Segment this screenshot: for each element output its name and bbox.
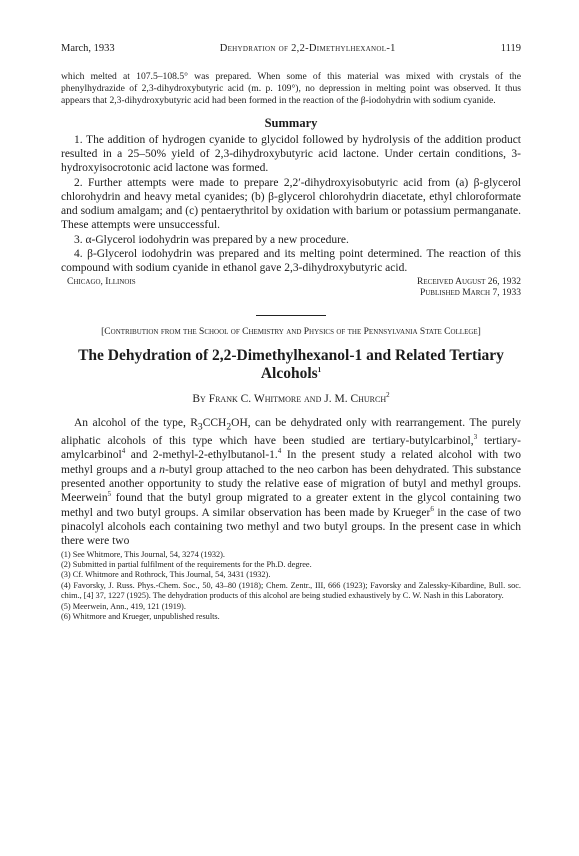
body-text: in the case of two pinacolyl alcohols each containing two methyl and two butyl groups. In the present case in which there were two bbox=[61, 506, 521, 548]
italic-n: n bbox=[159, 463, 165, 476]
body-text: tertiary-amylcarbinol bbox=[61, 435, 521, 462]
received-block bbox=[61, 277, 521, 300]
article-title bbox=[61, 347, 521, 383]
body-text: and 2-methyl-2-ethylbutanol-1. bbox=[125, 449, 278, 462]
footnote: (5) Meerwein, Ann., 419, 121 (1919). bbox=[61, 601, 186, 611]
author-footnote-mark: 2 bbox=[386, 390, 390, 399]
footnote: (1) See Whitmore, This Journal, 54, 3274 (1932). bbox=[61, 549, 225, 559]
journal-page bbox=[61, 42, 521, 622]
author-join: and bbox=[301, 392, 325, 405]
intro-text: which melted at 107.5–108.5° was prepared. When some of this material was mixed with crystals of the phenylhydrazide of 2,3-dihydroxybutyric acid (m. p. 109°), no depression in melting point was observed. It thus appears that 2,3-dihydroxybutyric acid had been formed in the reaction of the β-iodohydrin with sodium cyanide. bbox=[61, 71, 521, 107]
footnote-ref: 5 bbox=[107, 490, 112, 499]
body-text: -butyl group attached to the neo carbon has been dehydrated. This substance presented another opportunity to study the relative ease of migration of butyl and methyl groups. Meerwein bbox=[61, 463, 521, 505]
summary-heading: Summary bbox=[264, 115, 318, 130]
footnote-ref: 4 bbox=[277, 447, 282, 456]
footnote: (6) Whitmore and Krueger, unpublished results. bbox=[61, 611, 220, 621]
subscript: 3 bbox=[197, 420, 203, 432]
published-date: Published March 7, 1933 bbox=[419, 288, 521, 299]
contribution-line: [Contribution from the School of Chemistry and Physics of the Pennsylvania State College] bbox=[101, 326, 481, 337]
footnote: (2) Submitted in partial fulfilment of the requirements for the Ph.D. degree. bbox=[61, 559, 312, 569]
article-body bbox=[61, 416, 521, 549]
author-1: Frank C. Whitmore bbox=[208, 392, 302, 405]
header-running-title: Dehydration of 2,2-Dimethylhexanol-1 bbox=[219, 43, 396, 54]
author-2: J. M. Church bbox=[324, 392, 387, 405]
subscript: 2 bbox=[226, 420, 232, 432]
page-number: 1119 bbox=[500, 43, 521, 54]
intro-paragraph bbox=[61, 71, 521, 108]
summary-item: 4. β-Glycerol iodohydrin was prepared and its melting point determined. The reaction of this compound with sodium cyanide in ethanol gave 2,3-dihydroxybutyric acid. bbox=[61, 247, 521, 275]
body-text: found that the butyl group migrated to a greater extent in the glycol containing two methyl and two butyl groups. A similar observation has been made by Krueger bbox=[61, 492, 521, 519]
running-header bbox=[61, 42, 521, 56]
footnote: (4) Favorsky, J. Russ. Phys.-Chem. Soc., 50, 43–80 (1918); Chem. Zentr., III, 666 (1923); Favorsky and Zalessky-Kibardine, Bull. soc. chim., [4] 37, 1227 (1925). The dehydration products of this alcohol are being studied exhaustively by C. W. Nash in this Laboratory. bbox=[61, 580, 521, 601]
dates bbox=[417, 277, 521, 300]
footnote-ref: 6 bbox=[430, 504, 434, 513]
footnote-ref: 4 bbox=[121, 447, 126, 456]
article-title-text: The Dehydration of 2,2-Dimethylhexanol-1 and Related Tertiary Alcohols bbox=[78, 346, 504, 382]
footnotes bbox=[61, 550, 521, 623]
title-footnote-mark: 1 bbox=[317, 365, 322, 374]
body-paragraph bbox=[61, 416, 521, 549]
body-text: An alcohol of the type, R bbox=[74, 416, 198, 429]
body-text: In the present study a related alcohol with two methyl groups and a bbox=[61, 449, 521, 476]
summary-item: 2. Further attempts were made to prepare 2,2′-dihydroxyisobutyric acid from (a) β-glycerol chlorohydrin and heavy metal cyanides; (b) β-glycerol chlorohydrin diacetate, ethyl chloroformate and sodium amalgam; and (c) pentaerythritol by oxidation with barium or potassium permanganate. These attempts were unsuccessful. bbox=[61, 176, 521, 232]
footnote: (3) Cf. Whitmore and Rothrock, This Journal, 54, 3431 (1932). bbox=[61, 570, 271, 580]
summary-item: 3. α-Glycerol iodohydrin was prepared by a new procedure. bbox=[74, 233, 349, 246]
location: Chicago, Illinois bbox=[67, 276, 136, 287]
section-divider bbox=[256, 315, 326, 316]
by-label: By bbox=[192, 392, 209, 405]
summary-section bbox=[61, 133, 521, 276]
received-date: Received August 26, 1932 bbox=[417, 276, 521, 287]
body-text: CCH bbox=[202, 416, 227, 429]
footnote-ref: 3 bbox=[473, 433, 478, 442]
summary-item: 1. The addition of hydrogen cyanide to glycidol followed by hydrolysis of the addition product resulted in a 25–50% yield of 2,3-dihydroxybutyric acid lactone. Under certain conditions, 3-hydroxyisocrotonic acid lactone was formed. bbox=[61, 133, 521, 175]
body-text: OH, can be dehydrated only with rearrangement. The purely aliphatic alcohols of this type which have been studied are tertiary-butylcarbinol, bbox=[61, 416, 521, 448]
header-date: March, 1933 bbox=[61, 43, 115, 54]
author-line bbox=[61, 390, 521, 405]
